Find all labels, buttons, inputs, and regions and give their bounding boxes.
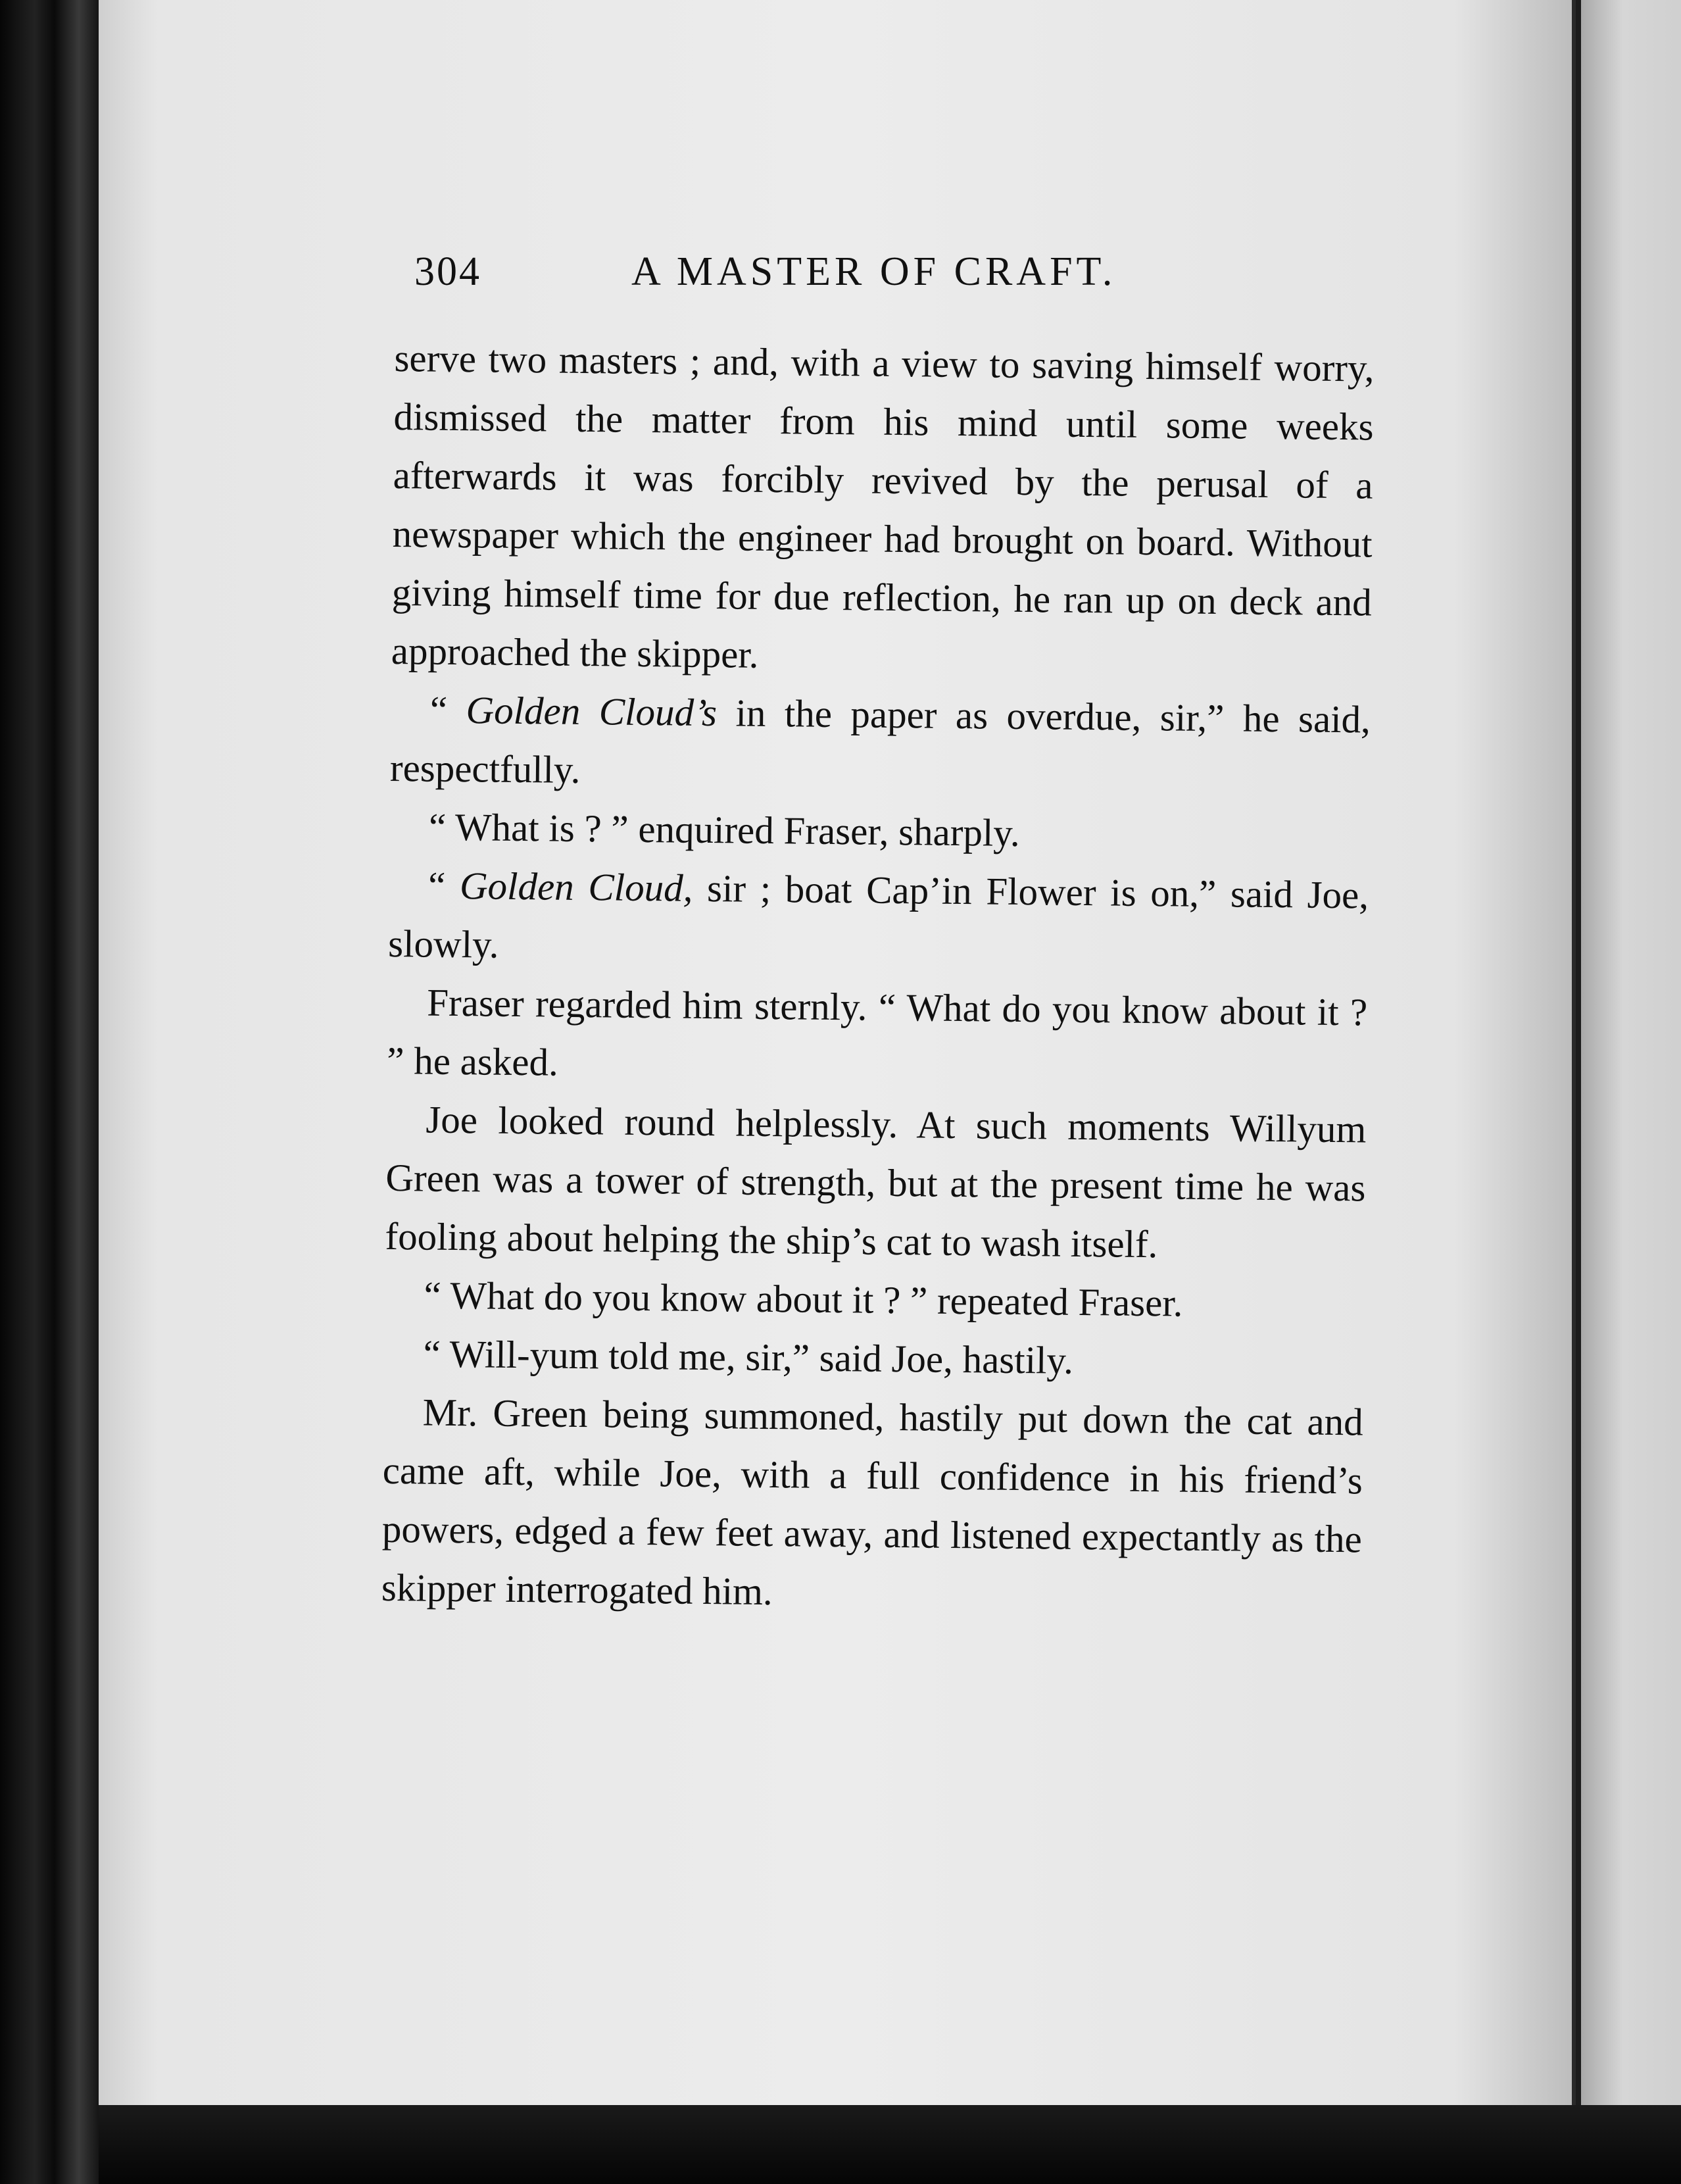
paragraph-5: Fraser regarded him sternly. “ What do you know about it ? ” he asked.	[387, 980, 1368, 1084]
paragraph-6: Joe looked round helplessly. At such moments Willyum Green was a tower of strength, but at the present time he was fooling about helping the ship’s cat to wash itself.	[385, 1097, 1367, 1266]
open-quote: “	[427, 863, 460, 908]
paragraph-1: serve two masters ; and, with a view to saving himself worry, dismissed the matter from his mind until some weeks afterwards it was forcibly revived by the perusal of a newspaper which the engineer had brought on board. Without giving himself time for due reflection, he ran up on deck and approached the skipper.	[391, 335, 1375, 676]
paragraph-8: “ Will-yum told me, sir,” said Joe, hastily.	[423, 1331, 1074, 1382]
paragraph-9: Mr. Green being summoned, hastily put down the cat and came aft, while Joe, with a full confidence in his friend’s powers, edged a few feet away, and listened expectantly as the skipper interrogated him.	[381, 1390, 1364, 1614]
open-quote: “	[429, 687, 466, 732]
paragraph-text: sir ; boat Cap’in Flower is on,” said Joe, slowly.	[387, 866, 1369, 966]
paragraph-2	[390, 680, 1371, 808]
paragraph-text: in the paper as overdue, sir,” he said, respectfully.	[389, 691, 1371, 791]
ship-name: Golden Cloud,	[459, 864, 693, 910]
paragraph-3: “ What is ? ” enquired Fraser, sharply.	[428, 805, 1021, 855]
paragraph-7: “ What do you know about it ? ” repeated Fraser.	[424, 1273, 1183, 1325]
page-number: 304	[414, 249, 481, 294]
ship-name: Golden Cloud’s	[466, 688, 718, 735]
paragraph-4	[388, 856, 1369, 983]
page-bottom-shadow	[99, 2105, 1681, 2184]
adjacent-page-edge	[1576, 0, 1681, 2115]
book-spine	[0, 0, 99, 2184]
running-title: A MASTER OF CRAFT.	[631, 249, 1117, 294]
page-header	[414, 249, 1177, 308]
body-text	[381, 329, 1374, 1627]
